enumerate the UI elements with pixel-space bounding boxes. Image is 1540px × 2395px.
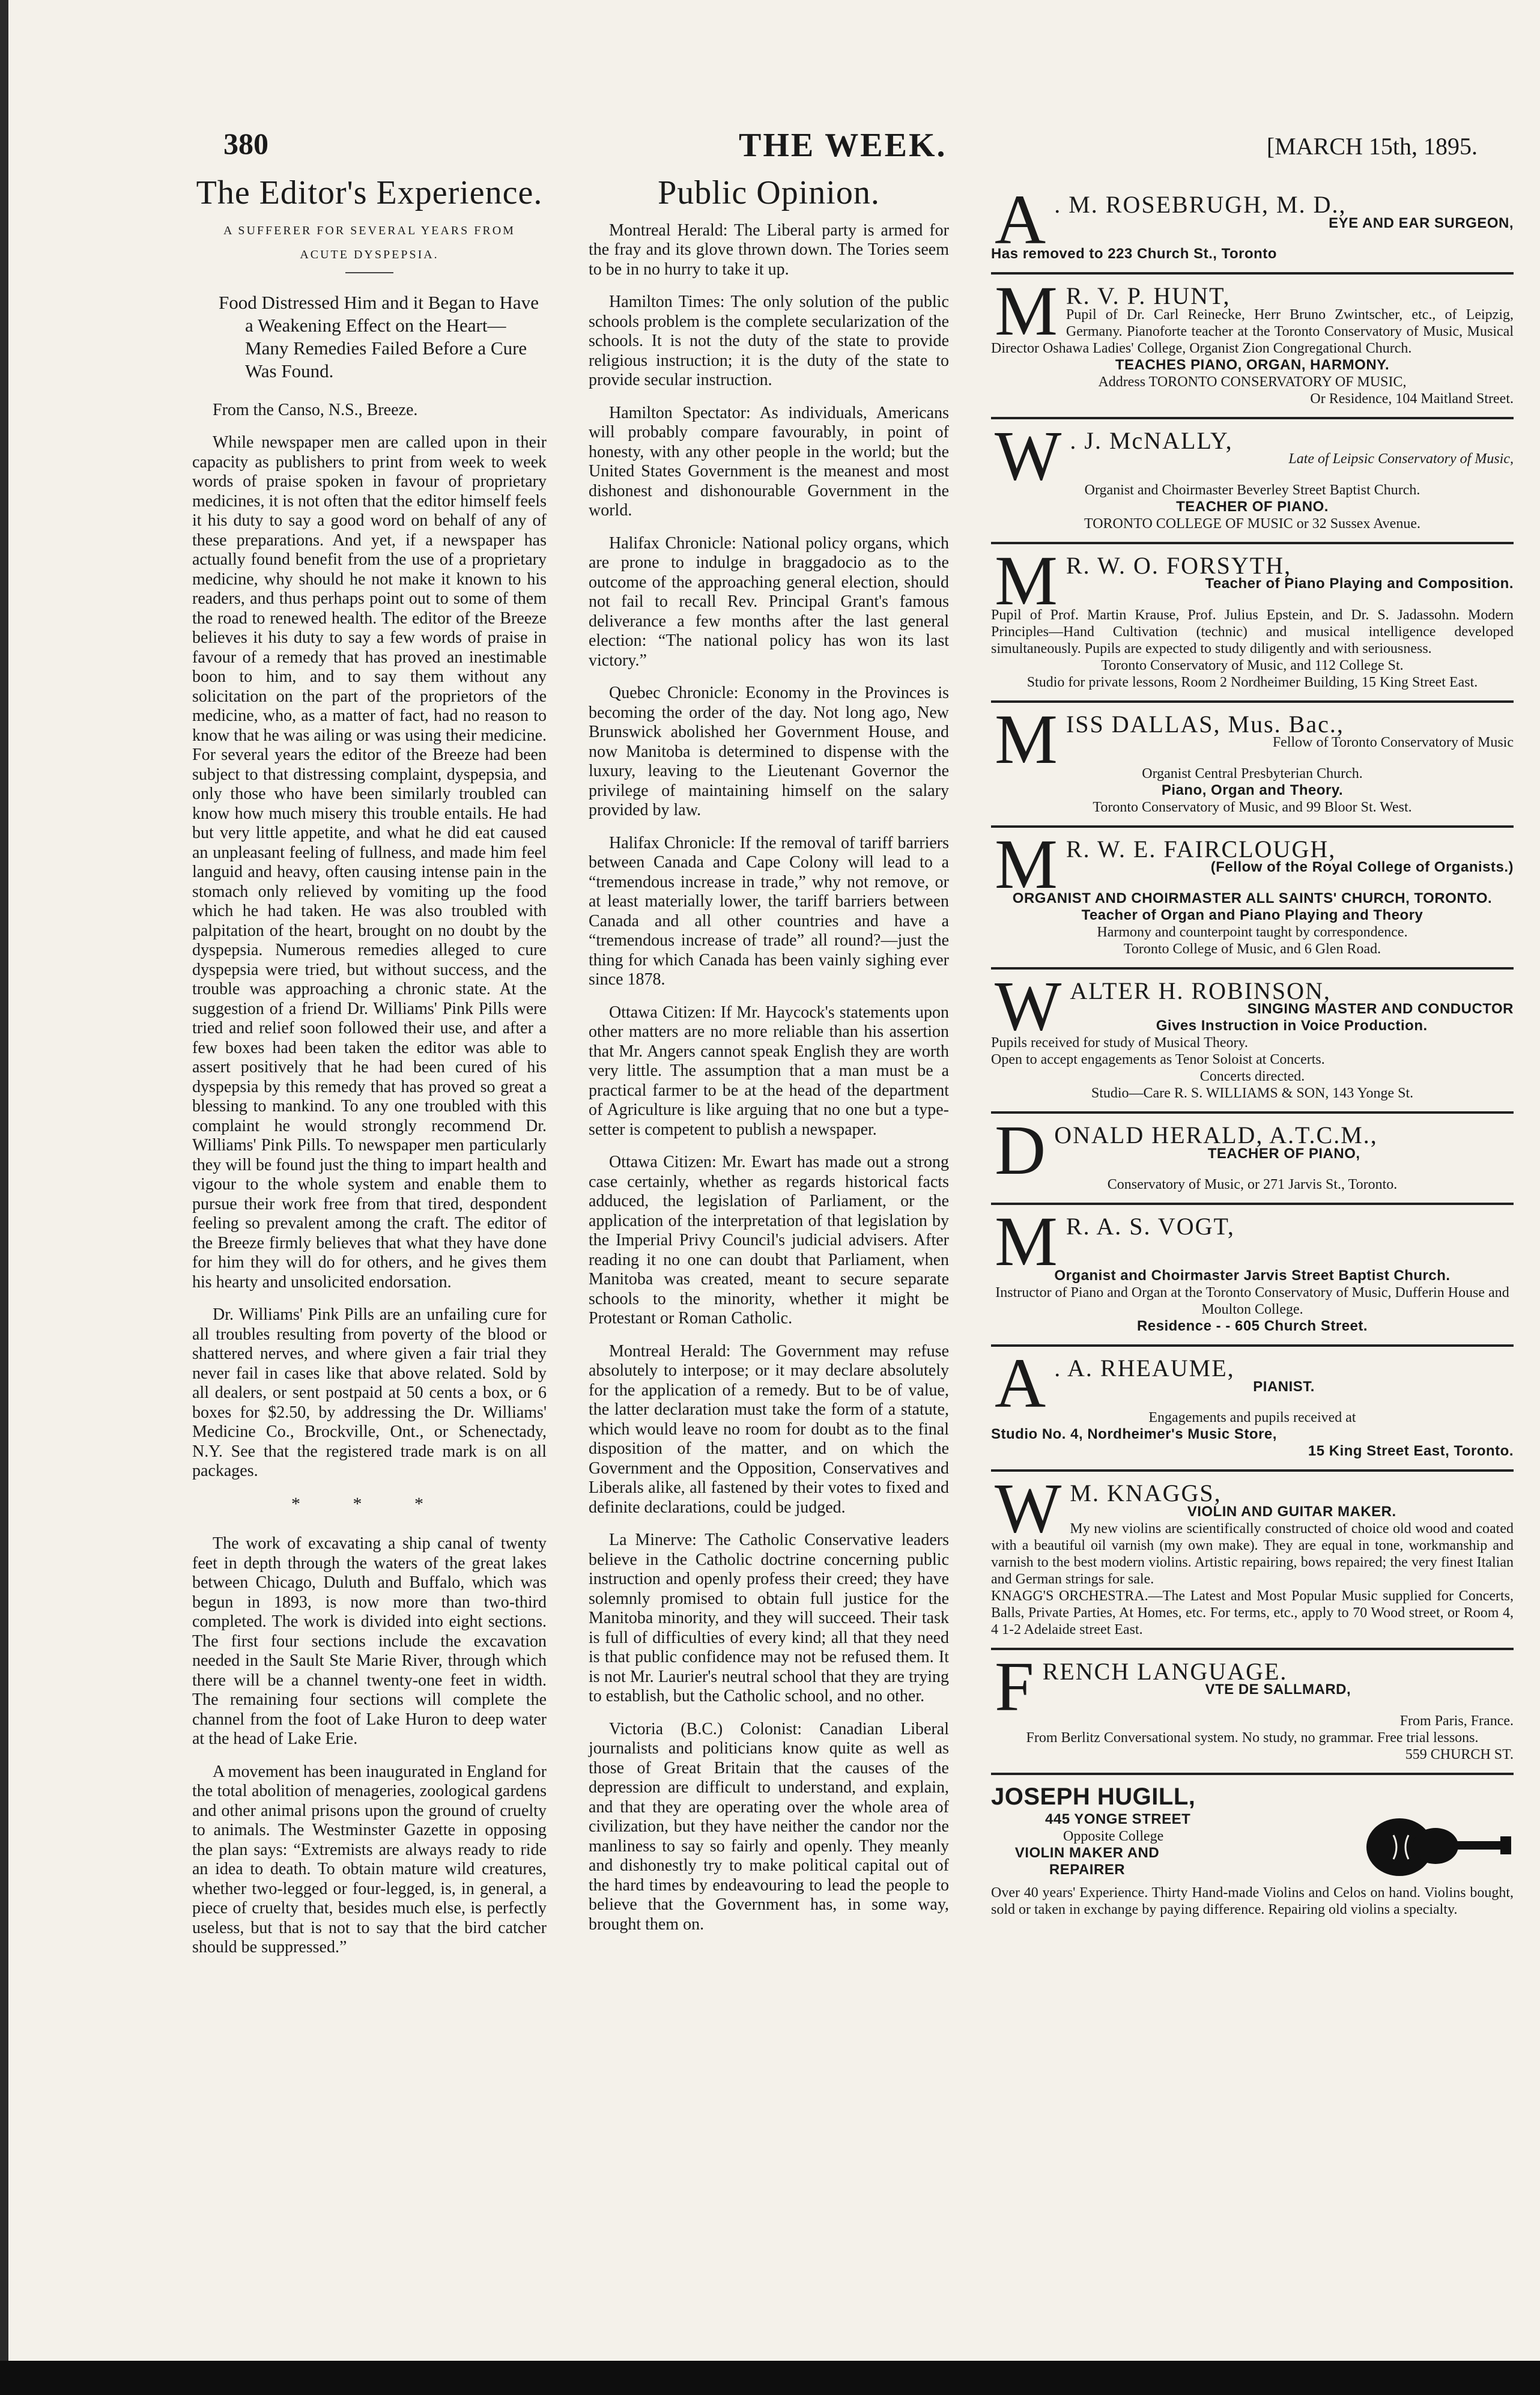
ad-line: Gives Instruction in Voice Production. bbox=[1156, 1018, 1428, 1034]
ad-rosebrugh bbox=[991, 180, 1514, 275]
ad-line: VIOLIN MAKER AND REPAIRER bbox=[1014, 1844, 1160, 1878]
article-subtitle-2: ACUTE DYSPEPSIA. bbox=[300, 248, 439, 261]
ad-line: Fellow of Toronto Conservatory of Music bbox=[1272, 735, 1514, 750]
ad-line: 15 King Street East, Toronto. bbox=[1308, 1443, 1514, 1459]
opinion-item: Halifax Chronicle: If the removal of tariff barriers between Canada and Cape Colony will lead to a “tremendous increase in trade,” why not remove, or at least materially lower, the tariff barriers between Canada and all other countries and have a “tremendous increase of trade” all round?—just the thing for which Canada has been vainly sighing ever since 1878. bbox=[589, 833, 949, 989]
paragraph: The work of excavating a ship canal of twenty feet in depth through the waters of the great lakes between Chicago, Duluth and Buffalo, which was begun in 1893, is now more than two-third completed. The work is divided into eight sections. The first four sections include the excavation needed in the Sault Ste Marie River, through which there will be a channel twenty-one feet in width. The remaining four sections will complete the channel from the foot of Lake Huron to deep water at the head of Lake Erie. bbox=[192, 1534, 547, 1748]
paragraph: Dr. Williams' Pink Pills are an unfailing cure for all troubles resulting from poverty of the blood or shattered nerves, and where given a fair trial they never fail in cases like that above related. Sold by all dealers, or sent postpaid at 50 cents a box, or 6 boxes for $2.50, by addressing the Dr. Williams' Medicine Co., Brockville, Ont., or Schenectady, N.Y. See that the registered trade mark is on all packages. bbox=[192, 1305, 547, 1480]
ad-line: PIANIST. bbox=[1253, 1378, 1315, 1395]
ad-line: (Fellow of the Royal College of Organists.) bbox=[1210, 859, 1514, 875]
ad-fairclough bbox=[991, 824, 1514, 970]
ad-name: ISS DALLAS, Mus. Bac., bbox=[1066, 710, 1344, 738]
ad-line: VIOLIN AND GUITAR MAKER. bbox=[1187, 1503, 1396, 1520]
newspaper-page bbox=[180, 0, 1514, 2355]
ad-line: ORGANIST AND CHOIRMASTER ALL SAINTS' CHURCH, TORONTO. bbox=[1012, 890, 1493, 906]
ad-hugill bbox=[991, 1775, 1514, 1928]
ad-name: JOSEPH HUGILL, bbox=[991, 1783, 1196, 1810]
ad-name: M. KNAGGS, bbox=[1070, 1480, 1222, 1507]
ad-line: Instructor of Piano and Organ at the Toronto Conservatory of Music, Dufferin House and Moulton College. bbox=[995, 1285, 1509, 1317]
ad-robinson bbox=[991, 966, 1514, 1114]
ad-name: ALTER H. ROBINSON, bbox=[1070, 977, 1331, 1004]
ad-line: Open to accept engagements as Tenor Soloist at Concerts. bbox=[991, 1052, 1325, 1067]
ad-line: Studio No. 4, Nordheimer's Music Store, bbox=[991, 1426, 1277, 1442]
ad-line: Teacher of Piano Playing and Composition. bbox=[1205, 575, 1514, 592]
ad-knaggs bbox=[991, 1469, 1514, 1650]
ad-line: TEACHER OF PIANO, bbox=[1207, 1145, 1360, 1162]
ad-herald bbox=[991, 1111, 1514, 1205]
opinion-item: Ottawa Citizen: Mr. Ewart has made out a strong case certainly, whether as regards historical facts adduced, the legislation of Parliament, or the application of the interpretation of that legislation by the Imperial Privy Council's judicial advisers. After reading it no one can doubt that Parliament, when Manitoba was created, meant to secure separate schools to the minority, whether it might be Protestant or Roman Catholic. bbox=[589, 1153, 949, 1328]
column-middle bbox=[589, 174, 949, 1947]
drop-initial: M bbox=[995, 541, 1058, 620]
ad-line: My new violins are scientifically constructed of choice old wood and coated with a beautiful oil varnish (my own make). They are equal in tone, workmanship and varnish to the best modern violins. Artistic repairing, bows repaired; the very finest Italian and German strings for sale. bbox=[991, 1520, 1514, 1587]
scan-bottom-edge bbox=[0, 2361, 1540, 2395]
ad-line: Organist and Choirmaster Jarvis Street Baptist Church. bbox=[1054, 1267, 1451, 1284]
ad-line: Piano, Organ and Theory. bbox=[1161, 782, 1344, 798]
violin-icon bbox=[1357, 1799, 1514, 1889]
article-subtitle: A SUFFERER FOR SEVERAL YEARS FROM bbox=[223, 223, 515, 237]
drop-initial: M bbox=[995, 824, 1058, 903]
ad-name: R. V. P. HUNT, bbox=[1066, 282, 1231, 309]
paragraph: While newspaper men are called upon in their capacity as publishers to print from week to week words of praise spoken in favour of proprietary medicines, it is not often that the editor himself feels it his duty to say a good word on behalf of any of these preparations. And yet, if a newspaper has actually found benefit from the use of a proprietary medicine, why should he not make it known to his readers, and thus perhaps point out to some of them the road to renewed health. The editor of the Breeze believes it his duty to say a few words of praise in favour of a remedy that has proved an inestimable boon to him, and to say them without any solicitation on the part of the proprietors of the medicine, who, as a matter of fact, had no reason to know that he was ailing or was using their medicine. For several years the editor of the Breeze had been subject to that distressing complaint, dyspepsia, and only those who have been similarly troubled can know how much misery this trouble entails. He had but very little appetite, and what he did eat caused an unpleasant feeling of fullness, and made him feel languid and heavy, often causing intense pain in the stomach only relieved by vomiting up the food which he had taken. He was also troubled with palpitation of the heart, brought on no doubt by the dyspepsia. Numerous remedies alleged to cure dyspepsia were tried, but without success, and the trouble was approaching a chronic state. At the suggestion of a friend Dr. Williams' Pink Pills were tried and relief soon followed their use, and after a few boxes had been taken the editor was able to assert positively that he had been cured of his dyspepsia by this remedy that has proved so great a blessing to mankind. To any one troubled with this complaint he would strongly recommend Dr. Williams' Pink Pills. To newspaper men particularly they will be found just the thing to impart health and vigour to the whole system and enable them to pursue their work free from that tired, despondent feeling so prevalent among the craft. The editor of the Breeze firmly believes that what they have done for him they will do for others, and he gives them his hearty and unsolicited endorsation. bbox=[192, 433, 547, 1292]
publication-title: THE WEEK. bbox=[739, 127, 947, 164]
ad-name: . M. ROSEBRUGH, M. D., bbox=[1054, 191, 1347, 218]
ad-line: Engagements and pupils received at bbox=[1148, 1410, 1356, 1425]
page-binding-edge bbox=[0, 0, 8, 2395]
ad-line: Opposite College bbox=[1063, 1828, 1164, 1844]
ad-rheaume bbox=[991, 1344, 1514, 1472]
ad-name: ONALD HERALD, A.T.C.M., bbox=[1054, 1122, 1378, 1149]
page-number: 380 bbox=[223, 127, 268, 160]
drop-initial: W bbox=[995, 1469, 1062, 1547]
opinion-item: La Minerve: The Catholic Conservative leaders believe in the Catholic doctrine concerning public instruction and openly profess their creed; they have solemnly promised to obtain full justice for the Manitoba minority, and they will succeed. Their task is full of difficulties of every kind; all that they need is that public confidence may not be refused them. It is not Mr. Laurier's neutral school that they are trying to establish, but the Catholic school, and no other. bbox=[589, 1531, 949, 1705]
ad-line: Concerts directed. bbox=[1199, 1069, 1305, 1084]
drop-initial: W bbox=[995, 966, 1062, 1045]
column-ads bbox=[991, 180, 1514, 1928]
ad-line: TORONTO COLLEGE OF MUSIC or 32 Sussex Avenue. bbox=[1084, 515, 1420, 532]
opinion-item: Ottawa Citizen: If Mr. Haycock's statements upon other matters are no more reliable than his assertion that Mr. Angers cannot speak English they are worth very little. The assumption that a man must be a practical farmer to be at the head of the department of Agriculture is like arguing that no one but a type-setter is competent to publish a newspaper. bbox=[589, 1003, 949, 1139]
drop-initial: M bbox=[995, 272, 1058, 350]
article-title: The Editor's Experience. bbox=[196, 174, 543, 211]
ad-line: VTE DE SALLMARD, bbox=[1205, 1681, 1351, 1698]
opinion-item: Hamilton Times: The only solution of the public schools problem is the complete secularization of the schools. It is not the duty of the state to provide religious instruction; it is the duty of the state to provide secular instruction. bbox=[589, 293, 949, 389]
ad-name: . J. McNALLY, bbox=[1070, 426, 1233, 454]
ad-line: Teacher of Organ and Piano Playing and Theory bbox=[1081, 906, 1423, 923]
ad-mcnally bbox=[991, 416, 1514, 544]
drop-initial: M bbox=[995, 699, 1058, 779]
ad-line: Late of Leipsic Conservatory of Music, bbox=[1288, 451, 1514, 467]
ad-line: Studio—Care R. S. WILLIAMS & SON, 143 Yonge St. bbox=[1091, 1085, 1414, 1101]
ad-line: SINGING MASTER AND CONDUCTOR bbox=[1247, 1001, 1514, 1017]
opinion-item: Hamilton Spectator: As individuals, Americans will probably compare favourably, in point of honesty, with any other people in the world; but the United States Government is the meanest and most dishonest and dishonourable Government in the world. bbox=[589, 403, 949, 520]
ad-line: From Berlitz Conversational system. No study, no grammar. Free trial lessons. bbox=[1026, 1729, 1479, 1746]
ad-line: Toronto College of Music, and 6 Glen Road. bbox=[1123, 941, 1381, 957]
ad-line: Studio for private lessons, Room 2 Nordheimer Building, 15 King Street East. bbox=[1026, 674, 1478, 690]
drop-initial: D bbox=[995, 1111, 1046, 1189]
issue-date: [MARCH 15th, 1895. bbox=[1266, 133, 1478, 160]
ad-line: 445 YONGE STREET bbox=[1045, 1811, 1191, 1827]
ad-line: Toronto Conservatory of Music, and 99 Bloor St. West. bbox=[1093, 799, 1412, 815]
page-header bbox=[180, 126, 1514, 174]
ad-dallas bbox=[991, 699, 1514, 828]
opinion-item: Montreal Herald: The Government may refuse absolutely to interpose; or it may declare absolutely for the application of a remedy. But to be of value, the latter declaration must take the form of a statute, which would leave no room for doubt as to the final disposition of the matter, and on which the Government and the Opposition, Conservatives and Liberals alike, all fastened by their votes to fixed and definite declarations, could be judged. bbox=[589, 1341, 949, 1517]
section-break: * * * bbox=[291, 1493, 447, 1514]
article-lead: Food Distressed Him and it Began to Have a Weakening Effect on the Heart—Many Remedies Failed Before a Cure Was Found. bbox=[219, 291, 539, 381]
divider bbox=[345, 272, 393, 273]
article-source: From the Canso, N.S., Breeze. bbox=[213, 400, 418, 419]
ad-name: . A. RHEAUME, bbox=[1054, 1355, 1235, 1382]
ad-line: Harmony and counterpoint taught by correspondence. bbox=[1097, 924, 1408, 940]
drop-initial: M bbox=[995, 1202, 1058, 1281]
paragraph: A movement has been inaugurated in England for the total abolition of menageries, zoological gardens and other animal prisons upon the ground of cruelty to animals. The Westminster Gazette in opposing the plan says: “Extremists are always ready to ride an idea to death. To obtain mature wild creatures, whether two-legged or four-legged, is, in general, a piece of cruelty that, besides much else, is perfectly useless, but that is not to say that the bird catcher should be suppressed.” bbox=[192, 1762, 547, 1956]
ad-hunt bbox=[991, 272, 1514, 419]
ad-vogt bbox=[991, 1202, 1514, 1347]
ad-line: Has removed to 223 Church St., Toronto bbox=[991, 246, 1277, 262]
ad-name: RENCH LANGUAGE. bbox=[1042, 1657, 1288, 1685]
ad-line: Toronto Conservatory of Music, and 112 College St. bbox=[1101, 657, 1404, 673]
ad-line: KNAGG'S ORCHESTRA.—The Latest and Most Popular Music supplied for Concerts, Balls, Private Parties, At Homes, etc. For terms, etc., apply to 70 Wood street, or Room 4, 4 1-2 Adelaide street East. bbox=[991, 1588, 1514, 1638]
ad-french bbox=[991, 1647, 1514, 1775]
ad-line: TEACHER OF PIANO. bbox=[1176, 498, 1329, 515]
ad-name: R. A. S. VOGT, bbox=[1066, 1213, 1235, 1240]
ad-forsyth bbox=[991, 541, 1514, 703]
opinion-item: Montreal Herald: The Liberal party is armed for the fray and its glove thrown down. The Tories seem to be in no hurry to take it up. bbox=[589, 220, 949, 279]
ad-line: Pupil of Prof. Martin Krause, Prof. Julius Epstein, and Dr. S. Jadassohn. Modern Principles—Hand Cultivation (technic) and musical intelligence developed simultaneously. Pupils are expected to study diligently and with seriousness. bbox=[991, 607, 1514, 657]
ad-line: From Paris, France. bbox=[1399, 1713, 1514, 1729]
ad-line: Pupils received for study of Musical Theory. bbox=[991, 1035, 1248, 1051]
opinion-item: Halifax Chronicle: National policy organs, which are prone to indulge in braggadocio as to the outcome of the approaching general election, should not fail to recall Rev. Principal Grant's famous deliverance a few months after the last general election: “The national policy has won its last victory.” bbox=[589, 533, 949, 670]
ad-line: Or Residence, 104 Maitland Street. bbox=[1310, 390, 1514, 407]
ad-line: Organist and Choirmaster Beverley Street Baptist Church. bbox=[1084, 482, 1420, 498]
ad-line: TEACHES PIANO, ORGAN, HARMONY. bbox=[1115, 356, 1390, 373]
drop-initial: W bbox=[995, 416, 1062, 495]
ad-line: Organist Central Presbyterian Church. bbox=[1142, 765, 1363, 782]
ad-name: R. W. O. FORSYTH, bbox=[1066, 551, 1292, 579]
ad-line: 559 CHURCH ST. bbox=[1405, 1746, 1514, 1762]
ad-line: Over 40 years' Experience. Thirty Hand-made Violins and Celos on hand. Violins bought, sold or taken in exchange by paying difference. Repairing old violins a specialty. bbox=[991, 1884, 1514, 1917]
opinion-item: Victoria (B.C.) Colonist: Canadian Liberal journalists and politicians know quite as well as those of Great Britain that the causes of the depression are difficult to understand, and explain, and that they are operating over the whole area of civilization, but they have neither the candor nor the manliness to say so fairly and openly. They meanly and dishonestly try to make political capital out of the hard times by endeavouring to lead the people to believe that the Government has, in some way, brought them on. bbox=[589, 1719, 949, 1934]
ad-line: Pupil of Dr. Carl Reinecke, Herr Bruno Zwintscher, etc., of Leipzig, Germany. Pianoforte teacher at the Toronto Conservatory of Music, Musical Director Oshawa Ladies' College, Organist Zion Congregational Church. bbox=[991, 306, 1514, 356]
ad-line: EYE AND EAR SURGEON, bbox=[1329, 214, 1514, 231]
drop-initial: A bbox=[995, 180, 1046, 259]
ad-name: R. W. E. FAIRCLOUGH, bbox=[1066, 835, 1336, 863]
ad-line: Conservatory of Music, or 271 Jarvis St., Toronto. bbox=[1107, 1177, 1398, 1192]
drop-initial: F bbox=[995, 1647, 1034, 1726]
column-left bbox=[192, 174, 547, 1971]
opinion-item: Quebec Chronicle: Economy in the Provinces is becoming the order of the day. Not long ago, New Brunswick abolished her Government House, and now Manitoba is determined to dispense with the luxury, leaving to the Lieutenant Governor the privilege of maintaining himself on the salary provided by law. bbox=[589, 684, 949, 819]
section-title: Public Opinion. bbox=[658, 174, 880, 211]
drop-initial: A bbox=[995, 1344, 1046, 1422]
ad-line: Residence - - 605 Church Street. bbox=[1136, 1318, 1368, 1334]
ad-line: Address TORONTO CONSERVATORY OF MUSIC, bbox=[1098, 374, 1407, 390]
